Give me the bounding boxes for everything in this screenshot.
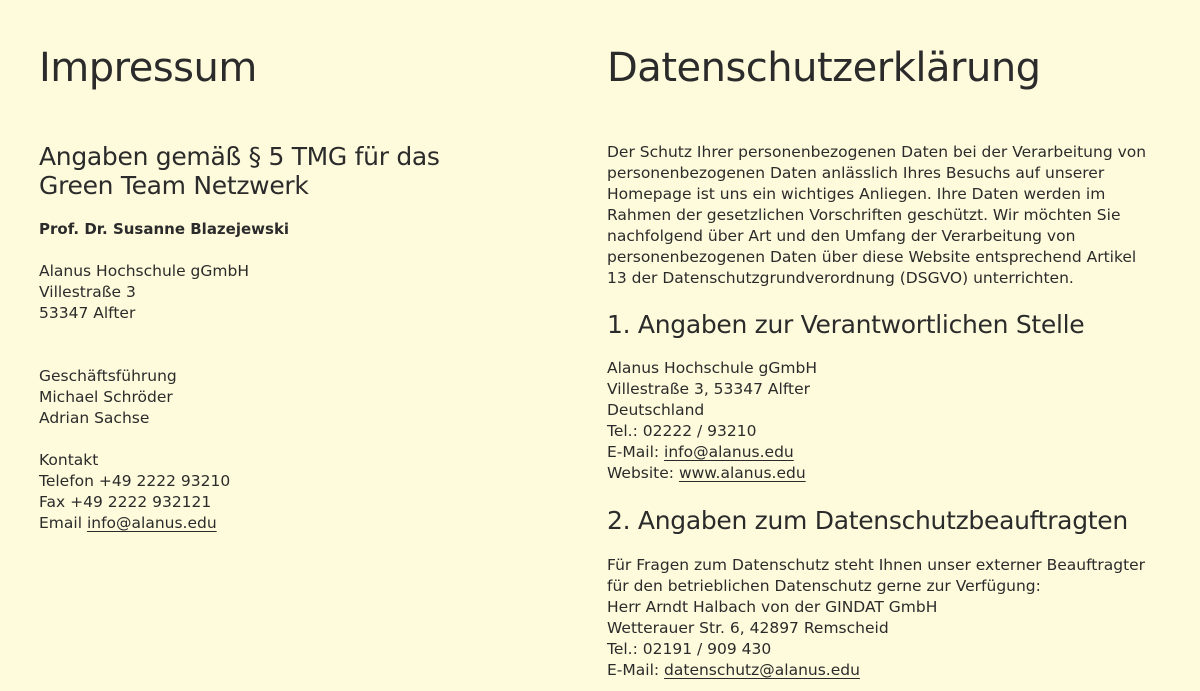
address-line: Alanus Hochschule gGmbH — [39, 262, 249, 280]
section2-line: Wetterauer Str. 6, 42897 Remscheid — [607, 619, 889, 637]
contact-fax: Fax +49 2222 932121 — [39, 493, 212, 511]
impressum-subtitle — [39, 142, 440, 200]
section1-email-label: E-Mail: — [607, 443, 660, 461]
impressum-address — [39, 261, 249, 324]
section2-line: Für Fragen zum Datenschutz steht Ihnen unser externer Beauftragter — [607, 556, 1146, 574]
contact-email-label: Email — [39, 514, 83, 532]
intro-line: personenbezogenen Daten anlässlich Ihres Besuchs auf unserer — [607, 164, 1105, 182]
section1-website-label: Website: — [607, 464, 675, 482]
section1-line: Deutschland — [607, 401, 705, 419]
section1-body — [607, 358, 817, 484]
section1-line: Villestraße 3, 53347 Alfter — [607, 380, 810, 398]
contact-email-row — [39, 513, 230, 534]
contact-heading: Kontakt — [39, 451, 99, 469]
intro-line: Der Schutz Ihrer personenbezogenen Daten bei der Verarbeitung von — [607, 143, 1147, 161]
impressum-subtitle-line: Green Team Netzwerk — [39, 171, 309, 200]
section2-line: Tel.: 02191 / 909 430 — [607, 640, 772, 658]
manager-name: Adrian Sachse — [39, 409, 150, 427]
section1-line: Alanus Hochschule gGmbH — [607, 359, 817, 377]
section2-line: für den betrieblichen Datenschutz gerne zur Verfügung: — [607, 577, 1041, 595]
address-line: 53347 Alfter — [39, 304, 136, 322]
manager-name: Michael Schröder — [39, 388, 173, 406]
section1-line: Tel.: 02222 / 93210 — [607, 422, 757, 440]
impressum-subtitle-line: Angaben gemäß § 5 TMG für das — [39, 142, 440, 171]
intro-line: Homepage ist uns ein wichtiges Anliegen. Ihre Daten werden im — [607, 185, 1106, 203]
contact-email-link[interactable]: info@alanus.edu — [86, 514, 217, 532]
section1-email-row — [607, 442, 817, 463]
section2-line: Herr Arndt Halbach von der GINDAT GmbH — [607, 598, 938, 616]
impressum-contact — [39, 450, 230, 534]
contact-phone: Telefon +49 2222 93210 — [39, 472, 231, 490]
impressum-management — [39, 366, 177, 429]
privacy-title: Datenschutzerklärung — [607, 45, 1041, 91]
section2-email-link[interactable]: datenschutz@alanus.edu — [664, 661, 860, 679]
intro-line: nachfolgend über Art und den Umfang der Verarbeitung von — [607, 227, 1076, 245]
section1-heading: 1. Angaben zur Verantwortlichen Stelle — [607, 310, 1085, 339]
section2-email-row — [607, 660, 1145, 681]
intro-line: Rahmen der gesetzlichen Vorschriften geschützt. Wir möchten Sie — [607, 206, 1121, 224]
section1-email-link[interactable]: info@alanus.edu — [664, 443, 794, 461]
management-heading: Geschäftsführung — [39, 367, 177, 385]
section2-heading: 2. Angaben zum Datenschutzbeauftragten — [607, 506, 1128, 535]
impressum-person: Prof. Dr. Susanne Blazejewski — [39, 220, 290, 238]
intro-line: 13 der Datenschutzgrundverordnung (DSGVO) unterrichten. — [607, 269, 1074, 287]
privacy-intro — [607, 142, 1146, 289]
section1-website-row — [607, 463, 817, 484]
intro-line: personenbezogenen Daten über diese Website entsprechend Artikel — [607, 248, 1137, 266]
section2-email-label: E-Mail: — [607, 661, 660, 679]
impressum-title: Impressum — [39, 45, 257, 91]
address-line: Villestraße 3 — [39, 283, 136, 301]
section1-website-link[interactable]: www.alanus.edu — [678, 464, 806, 482]
section2-body — [607, 555, 1145, 681]
